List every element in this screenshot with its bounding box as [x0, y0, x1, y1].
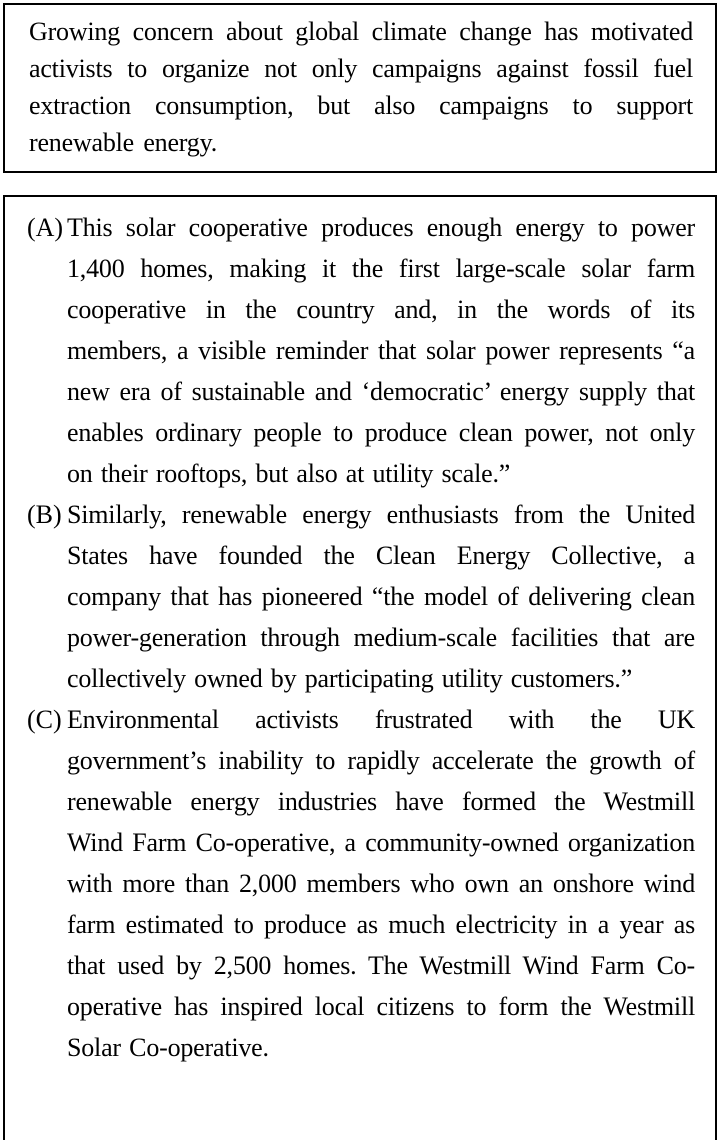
passage-label-c: (C)	[27, 705, 62, 734]
passage-label-b: (B)	[27, 500, 62, 529]
passage-text-b: Similarly, renewable energy enthusiasts from the United States have founded the Clean Energy Collective, a company that has pioneered “the model of delivering clean power-generation through medium-scale facilities that are collectively owned by participating utility customers.”	[67, 500, 695, 693]
passage-item-c	[27, 699, 695, 1068]
passage-text-c: Environmental activists frustrated with the UK government’s inability to rapidly accelerate the growth of renewable energy industries have formed the Westmill Wind Farm Co-operative, a community-owned organization with more than 2,000 members who own an onshore wind farm estimated to produce as much electricity in a year as that used by 2,500 homes. The Westmill Wind Farm Co-operative has inspired local citizens to form the Westmill Solar Co-operative.	[67, 705, 695, 1062]
passage-text-a: This solar cooperative produces enough energy to power 1,400 homes, making it the first large-scale solar farm cooperative in the country and, in the words of its members, a visible reminder that solar power represents “a new era of sustainable and ‘democratic’ energy supply that enables ordinary people to produce clean power, not only on their rooftops, but also at utility scale.”	[67, 213, 695, 488]
intro-text: Growing concern about global climate change has motivated activists to organize not only campaigns against fossil fuel extraction consumption, but also campaigns to support renewable energy.	[29, 17, 693, 157]
intro-box	[3, 3, 717, 173]
passage-item-b	[27, 494, 695, 699]
passage-item-a	[27, 207, 695, 494]
passage-label-a: (A)	[27, 213, 64, 242]
passage-box	[3, 195, 717, 1140]
